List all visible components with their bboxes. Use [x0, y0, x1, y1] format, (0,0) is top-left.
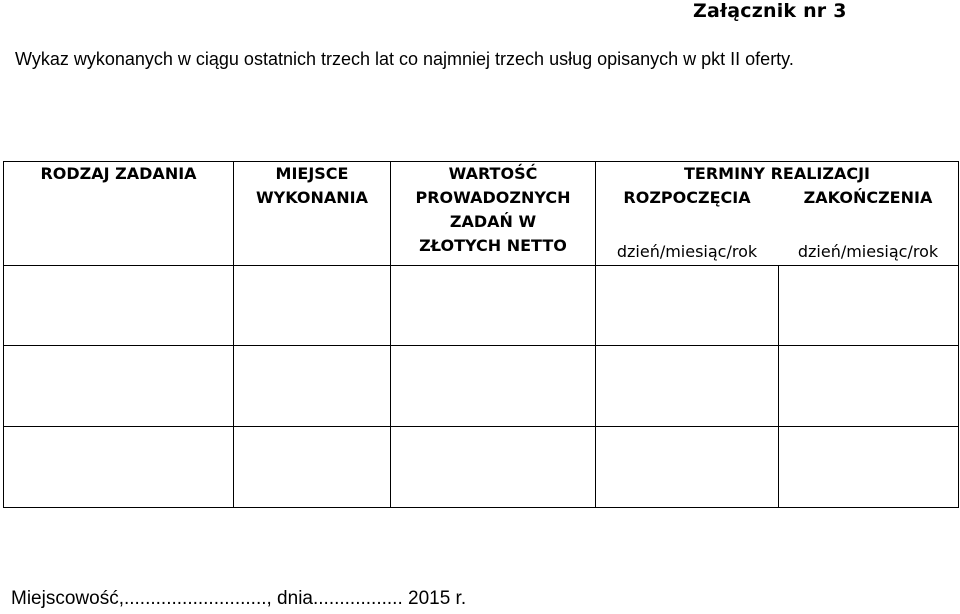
start-date-format: dzień/miesiąc/rok [616, 242, 758, 261]
value-cell[interactable] [391, 346, 596, 427]
header-value-line-4: ZŁOTYCH NETTO [419, 236, 567, 255]
header-value-line-1: WARTOŚĆ [448, 164, 538, 183]
location-cell[interactable] [234, 266, 391, 346]
header-task-type [4, 162, 234, 266]
terms-column-divider [778, 266, 779, 345]
terms-column-divider [778, 346, 779, 426]
header-value [391, 162, 596, 266]
terms-column-divider [778, 427, 779, 507]
header-terms [596, 162, 959, 266]
terms-cell [596, 346, 959, 427]
location-cell[interactable] [234, 427, 391, 508]
terms-cell [596, 427, 959, 508]
table-row [4, 427, 959, 508]
header-value-line-2: PROWADOZNYCH [415, 188, 571, 207]
end-date-format: dzień/miesiąc/rok [797, 242, 939, 261]
task-type-cell[interactable] [4, 266, 234, 346]
table-row [4, 346, 959, 427]
header-start-label: ROZPOCZĘCIA [623, 188, 751, 207]
task-type-cell[interactable] [4, 427, 234, 508]
attachment-number: Załącznik nr 3 [693, 0, 847, 22]
value-cell[interactable] [391, 427, 596, 508]
table-header-row [4, 162, 959, 266]
task-type-cell[interactable] [4, 346, 234, 427]
header-value-line-3: ZADAŃ W [449, 212, 537, 231]
services-table [3, 161, 959, 508]
header-terms-title: TERMINY REALIZACJI [684, 164, 870, 183]
place-date-line: Miejscowość,..........................., dnia................. 2015 r. [11, 588, 467, 609]
header-location-line-2: WYKONANIA [255, 188, 368, 207]
intro-text: Wykaz wykonanych w ciągu ostatnich trzech lat co najmniej trzech usług opisanych w pkt II oferty. [15, 49, 794, 69]
table-row [4, 266, 959, 346]
header-location-line-1: MIEJSCE [275, 164, 349, 183]
location-cell[interactable] [234, 346, 391, 427]
header-task-type-label: RODZAJ ZADANIA [40, 164, 197, 183]
header-location [234, 162, 391, 266]
header-end-label: ZAKOŃCZENIA [803, 188, 933, 207]
value-cell[interactable] [391, 266, 596, 346]
terms-cell [596, 266, 959, 346]
